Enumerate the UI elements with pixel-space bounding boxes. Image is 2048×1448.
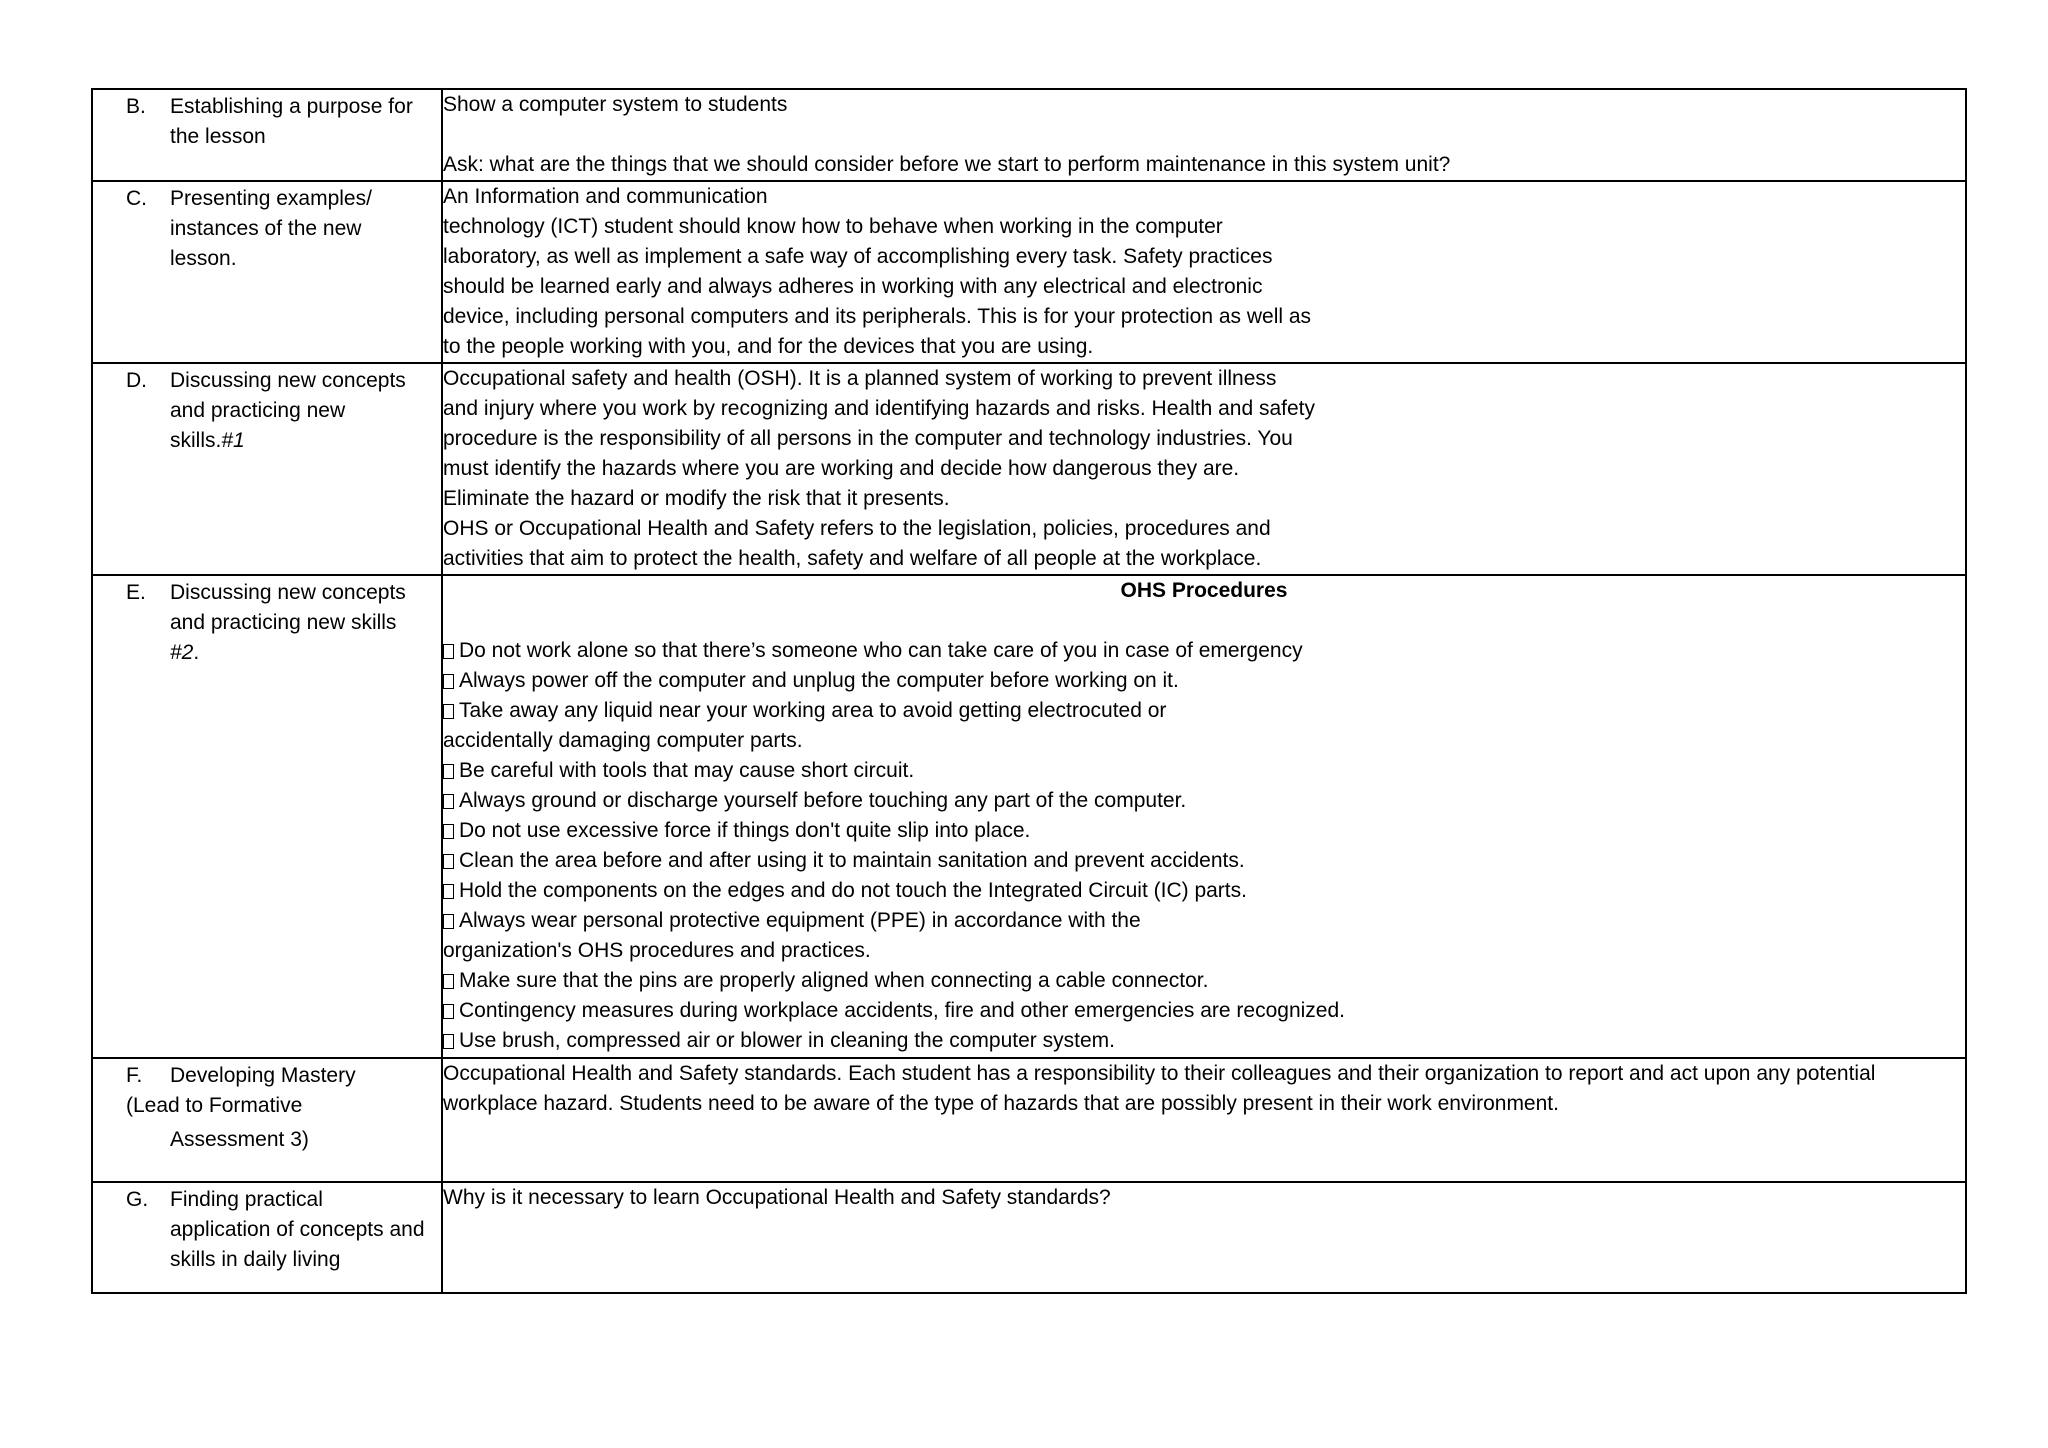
bullet-box-icon — [443, 854, 454, 869]
bullet-box-icon — [443, 884, 454, 899]
bullet-text: Always ground or discharge yourself before touching any part of the computer. — [459, 789, 1187, 812]
bullet-item — [443, 756, 1965, 786]
bullet-text: Use brush, compressed air or blower in cleaning the computer system. — [459, 1029, 1115, 1052]
table-row-e — [92, 575, 1966, 1058]
row-label-line: (Lead to Formative — [126, 1094, 303, 1117]
content-line: OHS or Occupational Health and Safety refers to the legislation, policies, procedures and — [443, 517, 1271, 540]
bullet-text: Clean the area before and after using it to maintain sanitation and prevent accidents. — [459, 849, 1245, 872]
row-label-line: and practicing new — [170, 399, 346, 422]
row-letter: B. — [126, 95, 146, 118]
row-label-line: Assessment 3) — [170, 1128, 309, 1151]
bullet-item — [443, 816, 1965, 846]
table-row-f — [92, 1058, 1966, 1182]
row-content-cell — [442, 363, 1966, 575]
content-line: Ask: what are the things that we should consider before we start to perform maintenance in this system unit? — [443, 153, 1451, 176]
content-line: Occupational safety and health (OSH). It is a planned system of working to prevent illness — [443, 367, 1277, 390]
bullet-item — [443, 996, 1965, 1026]
row-label-cell — [92, 1182, 442, 1293]
section-heading: OHS Procedures — [1120, 579, 1288, 602]
bullet-box-icon — [443, 824, 454, 839]
row-content-cell — [442, 89, 1966, 181]
content-line: laboratory, as well as implement a safe way of accomplishing every task. Safety practices — [443, 245, 1273, 268]
table-row-b — [92, 89, 1966, 181]
content-line: Eliminate the hazard or modify the risk that it presents. — [443, 487, 950, 510]
row-content-cell — [442, 1058, 1966, 1182]
row-label — [170, 366, 429, 456]
row-label-cell — [92, 1058, 442, 1182]
table-row-g — [92, 1182, 1966, 1293]
row-label-cell — [92, 89, 442, 181]
row-letter: E. — [126, 581, 146, 604]
bullet-box-icon — [443, 704, 454, 719]
row-content-cell — [442, 181, 1966, 363]
lesson-plan-table — [91, 88, 1967, 1294]
bullet-box-icon — [443, 764, 454, 779]
row-label-line: Developing Mastery — [170, 1064, 356, 1087]
content-line: and injury where you work by recognizing and identifying hazards and risks. Health and safety — [443, 397, 1315, 420]
bullet-text: Hold the components on the edges and do not touch the Integrated Circuit (IC) parts. — [459, 879, 1247, 902]
row-content-cell — [442, 1182, 1966, 1293]
row-label: Establishing a purpose for the lesson — [170, 95, 413, 148]
row-label — [170, 578, 429, 668]
content-paragraph: Occupational Health and Safety standards. Each student has a responsibility to their colleagues and their organization to report and act upon any potential workplace hazard. Students need to be aware of the type of hazards that are possibly present in their work environment. — [443, 1062, 1876, 1115]
row-label-line: Discussing new concepts — [170, 369, 406, 392]
content-line: Show a computer system to students — [443, 93, 788, 116]
row-content-cell — [442, 575, 1966, 1058]
bullet-box-icon — [443, 974, 454, 989]
bullet-continuation: accidentally damaging computer parts. — [443, 729, 803, 752]
content-line: technology (ICT) student should know how to behave when working in the computer — [443, 215, 1223, 238]
bullet-item — [443, 966, 1965, 996]
row-letter: F. — [126, 1064, 143, 1087]
row-letter: G. — [126, 1188, 149, 1211]
row-label: Finding practical application of concepts and skills in daily living — [170, 1188, 425, 1271]
table-row-d — [92, 363, 1966, 575]
bullet-text: Be careful with tools that may cause short circuit. — [459, 759, 915, 782]
bullet-item — [443, 696, 1965, 726]
row-label-cell — [92, 363, 442, 575]
bullet-box-icon — [443, 674, 454, 689]
row-label-line — [170, 426, 429, 456]
bullet-text: Always power off the computer and unplug the computer before working on it. — [459, 669, 1179, 692]
table-row-c — [92, 181, 1966, 363]
content-line: Why is it necessary to learn Occupational Health and Safety standards? — [443, 1186, 1111, 1209]
bullet-item — [443, 666, 1965, 696]
bullet-text: Do not work alone so that there’s someone who can take care of you in case of emergency — [459, 639, 1303, 662]
bullet-box-icon — [443, 644, 454, 659]
bullet-text: Contingency measures during workplace accidents, fire and other emergencies are recognized. — [459, 999, 1345, 1022]
row-label-number: #2 — [170, 641, 194, 664]
bullet-item — [443, 906, 1965, 936]
row-label-number: #1 — [221, 429, 245, 452]
bullet-box-icon — [443, 794, 454, 809]
content-line: must identify the hazards where you are working and decide how dangerous they are. — [443, 457, 1240, 480]
bullet-item — [443, 786, 1965, 816]
content-spacer — [443, 606, 1965, 636]
bullet-item — [443, 1026, 1965, 1056]
bullet-text: Take away any liquid near your working area to avoid getting electrocuted or — [459, 699, 1167, 722]
bullet-text: Do not use excessive force if things don't quite slip into place. — [459, 819, 1031, 842]
content-line: activities that aim to protect the health, safety and welfare of all people at the workplace. — [443, 547, 1262, 570]
bullet-text: Always wear personal protective equipment (PPE) in accordance with the — [459, 909, 1141, 932]
row-letter: C. — [126, 187, 147, 210]
content-line: should be learned early and always adheres in working with any electrical and electronic — [443, 275, 1263, 298]
content-line: to the people working with you, and for the devices that you are using. — [443, 335, 1094, 358]
bullet-box-icon — [443, 914, 454, 929]
row-letter: D. — [126, 369, 147, 392]
bullet-text: Make sure that the pins are properly aligned when connecting a cable connector. — [459, 969, 1209, 992]
bullet-item — [443, 846, 1965, 876]
content-spacer — [443, 120, 1965, 150]
row-label-fragment: skills. — [170, 429, 222, 452]
bullet-continuation: organization's OHS procedures and practices. — [443, 939, 871, 962]
bullet-item — [443, 636, 1965, 666]
row-label: Presenting examples/ instances of the new lesson. — [170, 187, 372, 270]
content-line: device, including personal computers and its peripherals. This is for your protection as well as — [443, 305, 1312, 328]
bullet-box-icon — [443, 1004, 454, 1019]
bullet-item — [443, 876, 1965, 906]
content-line: procedure is the responsibility of all persons in the computer and technology industries. You — [443, 427, 1293, 450]
row-label-cell — [92, 575, 442, 1058]
row-label-fragment: . — [193, 641, 200, 664]
row-label-line — [170, 638, 429, 668]
row-label-cell — [92, 181, 442, 363]
bullet-box-icon — [443, 1034, 454, 1049]
content-line: An Information and communication — [443, 185, 768, 208]
row-label-line: Discussing new concepts — [170, 581, 406, 604]
row-label-line: and practicing new skills — [170, 611, 397, 634]
